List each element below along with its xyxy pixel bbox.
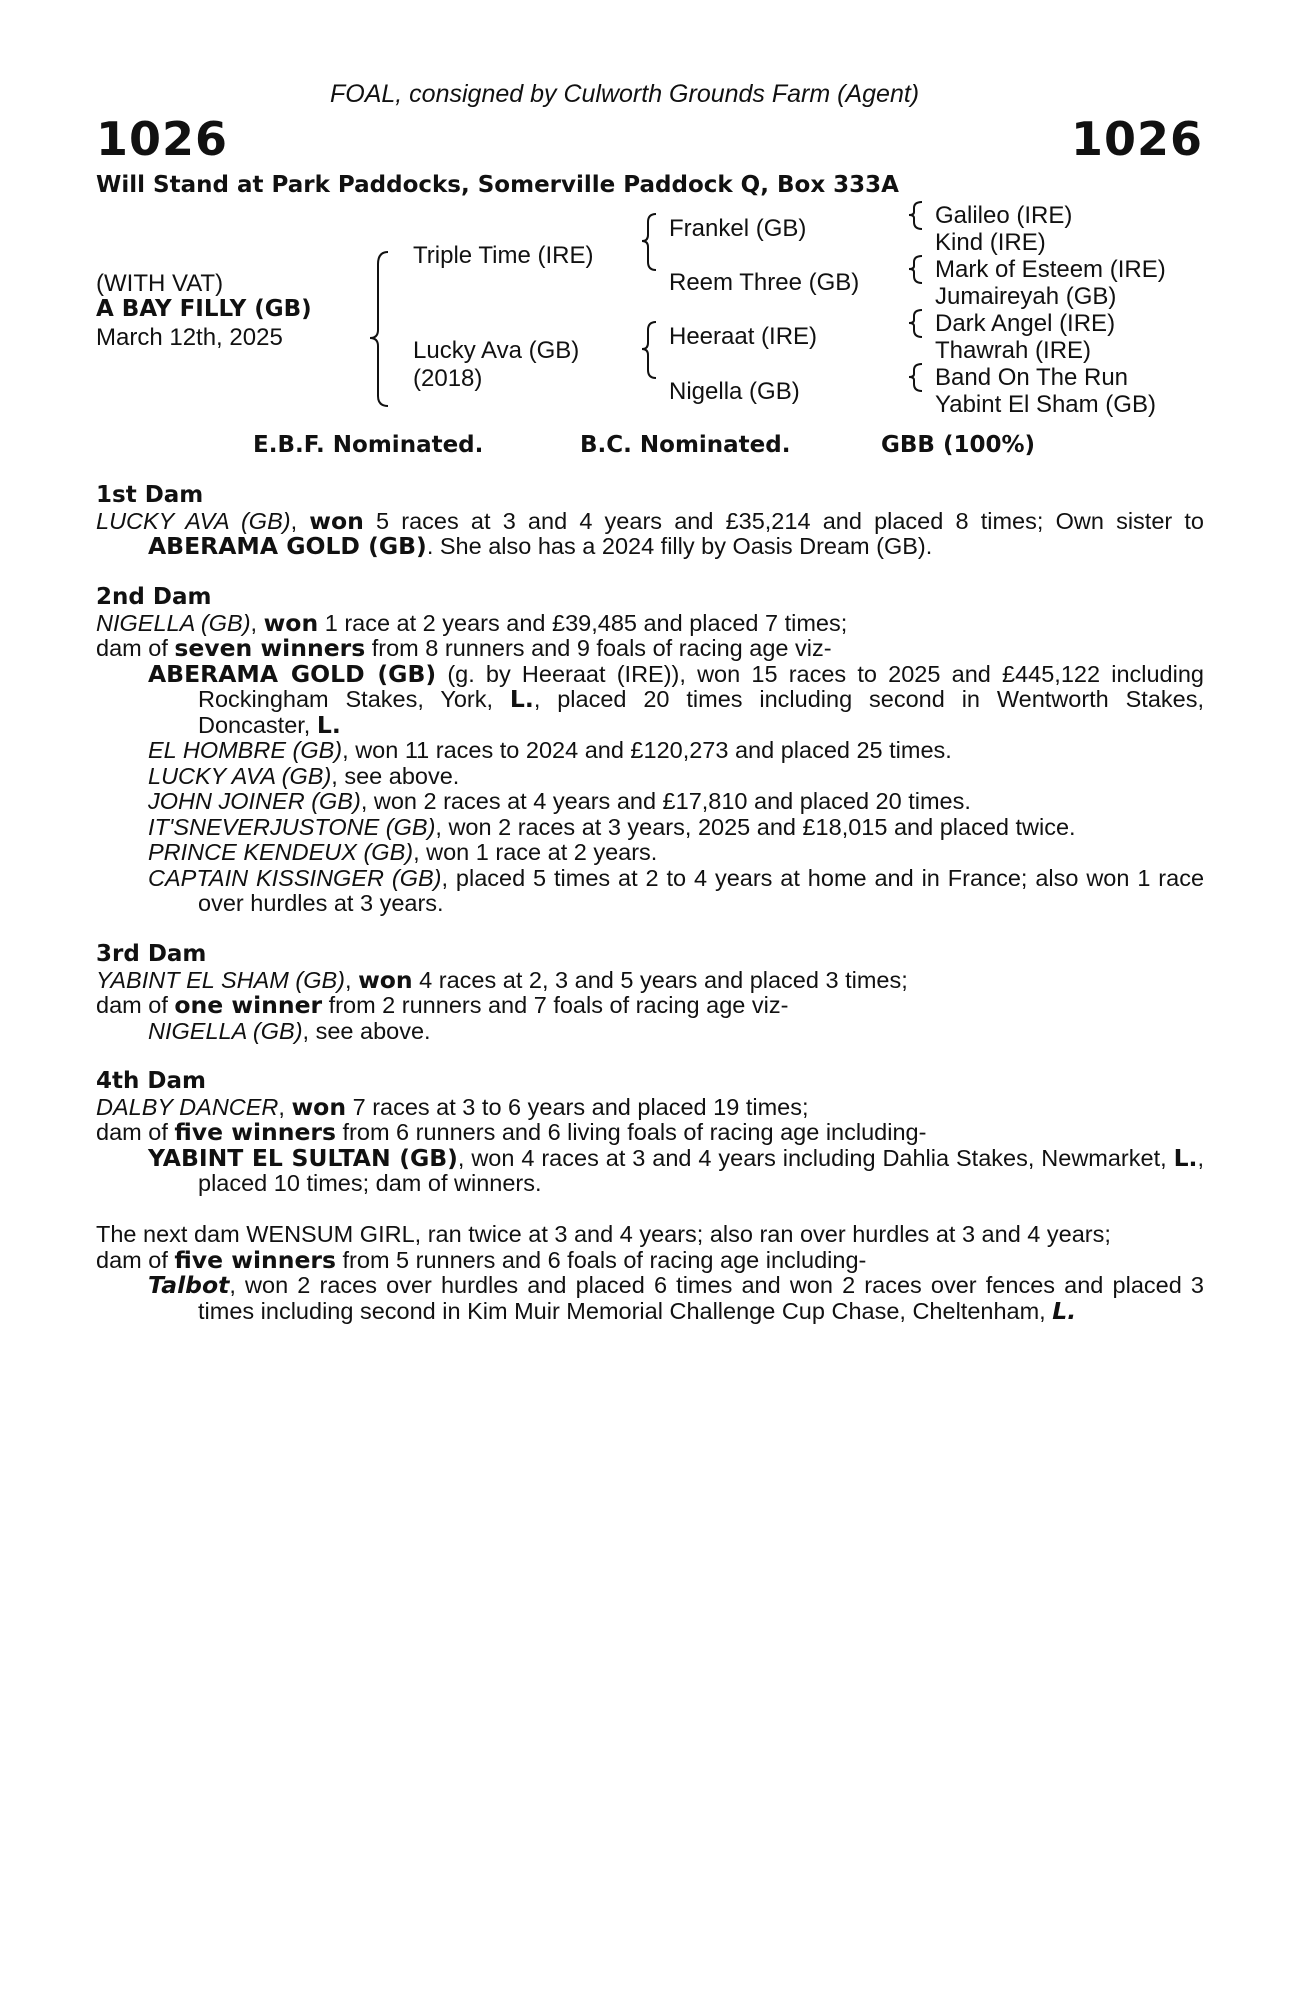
first-dam-heading: 1st Dam xyxy=(96,482,204,508)
second-dam-produce-summary xyxy=(96,636,1204,662)
gbb-rating: GBB (100%) xyxy=(881,432,1036,458)
pedigree-brace-dam xyxy=(642,322,656,378)
ancestor-7: Band On The Run xyxy=(935,364,1129,391)
stand-location: Will Stand at Park Paddocks, Somerville Paddock Q, Box 333A xyxy=(96,172,899,198)
lot-number-right: 1026 xyxy=(1070,112,1203,166)
winners-count: five winners xyxy=(174,1118,336,1146)
third-dam-text: 4 races at 2, 3 and 5 years and placed 3 times; xyxy=(412,966,908,993)
won-label: won xyxy=(309,506,364,535)
winners-count: five winners xyxy=(174,1245,336,1274)
produce-entry xyxy=(96,1143,1204,1197)
pedigree-brace-1 xyxy=(370,252,388,406)
third-dam-name: YABINT EL SHAM (GB) xyxy=(96,966,345,993)
pedigree-brace-sire xyxy=(642,214,656,270)
produce-name: PRINCE KENDEUX (GB) xyxy=(148,839,414,865)
next-dam-section xyxy=(96,1222,1204,1324)
second-dam-heading: 2nd Dam xyxy=(96,584,212,610)
fourth-dam-heading: 4th Dam xyxy=(96,1068,206,1094)
produce-name: NIGELLA (GB) xyxy=(148,1017,303,1044)
listed-mark: L. xyxy=(1052,1296,1077,1325)
first-dam-section xyxy=(96,483,1204,560)
produce-entry xyxy=(96,738,1204,764)
produce-text-2: , placed 20 times including second in Wentworth Stakes, Doncaster, xyxy=(198,686,1205,738)
produce-text: , won 2 races at 3 years, 2025 and £18,015 and placed twice. xyxy=(435,813,1076,840)
produce-text: , see above. xyxy=(331,762,460,789)
second-dam-text: 1 race at 2 years and £39,485 and placed 7 times; xyxy=(318,609,848,636)
first-dam-record: LUCKY AVA (GB), won 5 races at 3 and 4 years and £35,214 and placed 8 times; Own sister to ABERAMA GOLD (GB). She also has a 2024 filly by Oasis Dream (GB). xyxy=(96,506,1204,560)
ancestor-1: Galileo (IRE) xyxy=(935,202,1073,229)
produce-text: , see above. xyxy=(302,1017,431,1044)
produce-name: IT'SNEVERJUSTONE (GB) xyxy=(148,813,436,840)
ancestor-8: Yabint El Sham (GB) xyxy=(935,391,1156,418)
consignor-line: FOAL, consigned by Culworth Grounds Farm (Agent) xyxy=(330,80,920,108)
produce-summary-text: from 6 runners and 6 living foals of racing age including- xyxy=(335,1119,927,1145)
fourth-dam-produce-summary xyxy=(96,1120,1204,1146)
produce-name: YABINT EL SULTAN (GB) xyxy=(148,1143,458,1172)
ancestor-2: Kind (IRE) xyxy=(935,229,1046,256)
produce-entry xyxy=(96,1273,1204,1324)
dam-of-label: dam of xyxy=(96,1119,175,1145)
produce-text: , placed 5 times at 2 to 4 years at home and in France; also won 1 race over hurdles at 3 years. xyxy=(198,864,1205,916)
produce-text: , won 1 race at 2 years. xyxy=(413,839,658,865)
second-dam-section xyxy=(96,585,1204,917)
sire: Triple Time (IRE) xyxy=(413,242,594,269)
pedigree-brace-g34 xyxy=(909,256,922,283)
third-dam-record: YABINT EL SHAM (GB), won 4 races at 2, 3 and 5 years and placed 3 times; xyxy=(96,965,908,994)
pedigree-brace-g78 xyxy=(909,364,922,391)
produce-summary-text: from 8 runners and 9 foals of racing age viz- xyxy=(365,635,832,661)
dam-dam: Nigella (GB) xyxy=(669,378,800,405)
fourth-dam-text: 7 races at 3 to 6 years and placed 19 times; xyxy=(346,1093,809,1120)
produce-name: LUCKY AVA (GB) xyxy=(148,762,332,789)
dam-year: (2018) xyxy=(413,365,483,392)
first-dam-text: 5 races at 3 and 4 years and £35,214 and placed 8 times; Own sister to xyxy=(363,507,1204,534)
ancestor-5: Dark Angel (IRE) xyxy=(935,310,1116,337)
produce-entry xyxy=(96,840,1204,866)
ancestor-3: Mark of Esteem (IRE) xyxy=(935,256,1166,283)
fourth-dam-name: DALBY DANCER xyxy=(96,1093,279,1120)
won-label: won xyxy=(263,608,319,637)
produce-entry xyxy=(96,866,1204,917)
winners-count: seven winners xyxy=(174,634,366,662)
produce-text: , won 4 races at 3 and 4 years including Dahlia Stakes, Newmarket, xyxy=(457,1144,1174,1171)
produce-summary-text: from 2 runners and 7 foals of racing age viz- xyxy=(322,992,789,1018)
listed-mark: L. xyxy=(1173,1143,1198,1172)
ancestor-6: Thawrah (IRE) xyxy=(935,337,1092,364)
dam-sire: Heeraat (IRE) xyxy=(669,323,818,350)
bc-nomination: B.C. Nominated. xyxy=(580,432,791,458)
next-dam-produce-summary xyxy=(96,1245,1204,1274)
dam-of-label: dam of xyxy=(96,992,175,1018)
produce-entry xyxy=(96,815,1204,841)
produce-entry xyxy=(96,1019,1204,1045)
listed-mark: L. xyxy=(316,710,341,739)
pedigree-brace-g12 xyxy=(909,202,922,229)
produce-entry xyxy=(96,789,1204,815)
own-sister-name: ABERAMA GOLD (GB) xyxy=(148,532,427,560)
produce-text: , won 2 races over hurdles and placed 6 times and won 2 races over fences and placed 3 times including second in Kim Muir Memorial Challenge Cup Chase, Cheltenham, xyxy=(198,1272,1204,1324)
produce-name: Talbot xyxy=(148,1271,230,1299)
produce-text: , won 11 races to 2024 and £120,273 and placed 25 times. xyxy=(342,737,952,763)
first-dam-text-2: . She also has a 2024 filly by Oasis Dream (GB). xyxy=(426,533,933,559)
ancestor-4: Jumaireyah (GB) xyxy=(935,283,1117,310)
third-dam-produce-summary xyxy=(96,993,1204,1019)
produce-text: (g. by Heeraat (IRE)), won 15 races to 2025 and £445,122 including Rockingham Stakes, York, xyxy=(198,660,1204,712)
listed-mark: L. xyxy=(509,685,534,713)
won-label: won xyxy=(358,965,413,994)
won-label: won xyxy=(291,1092,347,1121)
lot-number-left: 1026 xyxy=(96,112,229,166)
vat-note: (WITH VAT) xyxy=(96,270,224,297)
dam-of-label: dam of xyxy=(96,635,175,661)
third-dam-heading: 3rd Dam xyxy=(96,941,207,967)
sire-sire: Frankel (GB) xyxy=(669,215,807,242)
fourth-dam-section xyxy=(96,1069,1204,1197)
produce-text: , won 2 races at 4 years and £17,810 and placed 20 times. xyxy=(360,788,971,814)
produce-entry xyxy=(96,764,1204,790)
third-dam-section xyxy=(96,942,1204,1044)
horse-name: A BAY FILLY (GB) xyxy=(96,296,312,322)
produce-entry xyxy=(96,659,1205,739)
produce-text-2: , placed 10 times; dam of winners. xyxy=(198,1144,1204,1196)
ebf-nomination: E.B.F. Nominated. xyxy=(253,432,484,458)
pedigree-brace-g56 xyxy=(909,310,922,337)
dam: Lucky Ava (GB) xyxy=(413,337,580,364)
first-dam-name: LUCKY AVA (GB) xyxy=(96,507,291,534)
next-dam-record: The next dam WENSUM GIRL, ran twice at 3 and 4 years; also ran over hurdles at 3 and 4 years; xyxy=(96,1221,1111,1247)
produce-name: EL HOMBRE (GB) xyxy=(148,737,343,763)
winners-count: one winner xyxy=(174,991,323,1019)
fourth-dam-record: DALBY DANCER, won 7 races at 3 to 6 years and placed 19 times; xyxy=(96,1092,809,1121)
foaling-date: March 12th, 2025 xyxy=(96,324,283,351)
dam-of-label: dam of xyxy=(96,1246,175,1273)
second-dam-name: NIGELLA (GB) xyxy=(96,609,251,636)
produce-name: ABERAMA GOLD (GB) xyxy=(148,659,437,688)
produce-summary-text: from 5 runners and 6 foals of racing age including- xyxy=(335,1246,867,1273)
produce-name: CAPTAIN KISSINGER (GB) xyxy=(148,864,442,891)
sire-dam: Reem Three (GB) xyxy=(669,269,860,296)
produce-name: JOHN JOINER (GB) xyxy=(148,788,361,814)
second-dam-record: NIGELLA (GB), won 1 race at 2 years and £39,485 and placed 7 times; xyxy=(96,608,848,637)
